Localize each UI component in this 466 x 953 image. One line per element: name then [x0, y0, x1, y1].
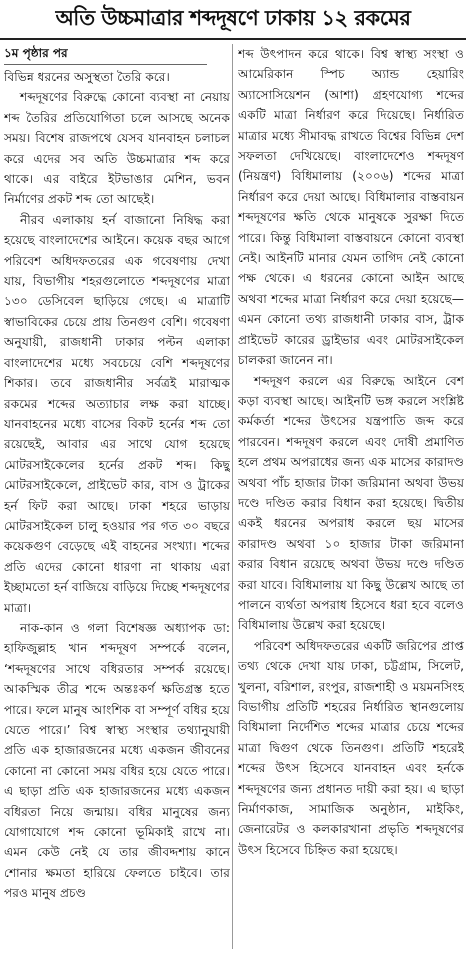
continued-from-label: ১ম পৃষ্ঠার পর [4, 46, 68, 60]
article-headline: অতি উচ্চমাত্রার শব্দদূষণে ঢাকায় ১২ রকমের [0, 0, 466, 40]
column-divider [232, 44, 233, 949]
paragraph: শব্দ উৎপাদন করে থাকে। বিশ্ব স্বাস্থ্য সংস্থা ও আমেরিকান স্পিচ অ্যান্ড হেয়ারিং অ্যাসোসিয়েশন (আশা) গ্রহণযোগ্য শব্দের একটি মাত্রা নির্ধারণ করে দিয়েছে। নির্ধারিত মাত্রার মধ্যে সীমাবদ্ধ রাখতে বিশ্বের বিভিন্ন দেশ সফলতা দেখিয়েছে। বাংলাদেশেও শব্দদূষণ (নিয়ন্ত্রণ) বিধিমালায় (২০০৬) শব্দের মাত্রা নির্ধারণ করে দেয়া আছে। বিধিমালার বাস্তবায়ন শব্দদূষণের ক্ষতি থেকে মানুষকে সুরক্ষা দিতে পারে। কিন্তু বিধিমালা বাস্তবায়নে কোনো ব্যবস্থা নেই। আইনটি মানার যেমন তাগিদ নেই কোনো পক্ষ থেকে। এ ধরনের কোনো আইন আছে অথবা শব্দের মাত্রা নির্ধারণ করে দেয়া হয়েছে— এমন কোনো তথ্য রাজধানী ঢাকার বাস, ট্রাক প্রাইভেট কারের ড্রাইভার এবং মোটরসাইকেল চালকরা জানেন না। [238, 47, 464, 368]
paragraph: শব্দদূষণ করলে এর বিরুদ্ধে আইনে বেশ কড়া ব্যবস্থা আছে। আইনটি ভঙ্গ করলে সংশ্লিষ্ট কর্মকর্তা শব্দের উৎসের যন্ত্রপাতি জব্দ করে পারবেন। শব্দদূষণ করলে এবং দোষী প্রমাণিত হলে প্রথম অপরাধের জন্য এক মাসের কারাদণ্ড অথবা পাঁচ হাজার টাকা জরিমানা অথবা উভয় দণ্ডে দণ্ডিত করার বিধান করা হয়েছে। দ্বিতীয় একই ধরনের অপরাধ করলে ছয় মাসের কারাদণ্ড অথবা ১০ হাজার টাকা জরিমানা করার বিধান রয়েছে অথবা উভয় দণ্ডে দণ্ডিত করা যাবে। বিধিমালায় যা কিছু উল্লেখ আছে তা পালনে ব্যর্থতা অপরাধ হিসেবে ধরা হবে বলেও বিধিমালায় উল্লেখ করা হয়েছে। [238, 373, 464, 633]
continued-divider [4, 64, 207, 65]
paragraph: পরিবেশ অধিদফতরের একটি জরিপের প্রাপ্ত তথ্য থেকে দেখা যায় ঢাকা, চট্টগ্রাম, সিলেট, খুলনা, বরিশাল, রংপুর, রাজশাহী ও ময়মনসিংহ বিভাগীয় প্রতিটি শহরের নির্ধারিত স্থানগুলোয় বিধিমালা নির্দেশিত শব্দের মাত্রার চেয়ে শব্দের মাত্রা দ্বিগুণ থেকে তিনগুণ। প্রতিটি শহরেই শব্দের উৎস হিসেবে যানবাহন এবং হর্নকে শব্দদূষণের জন্য প্রধানত দায়ী করা হয়। এ ছাড়া নির্মাণকাজ, সামাজিক অনুষ্ঠান, মাইকিং, জেনারেটর ও কলকারখানা প্রভৃতি শব্দদূষণের উৎস হিসেবে চিহ্নিত করা হয়েছে। [238, 638, 464, 857]
paragraph: শব্দদূষণের বিরুদ্ধে কোনো ব্যবস্থা না নেয়ায় শব্দ তৈরির প্রতিযোগিতা চলে আসছে অনেক সময়। বিশেষ রাজপথে যেসব যানবাহন চলাচল করে এদের সব অতি উচ্চমাত্রার শব্দ করে থাকে। এর বাইরে ইটভাঙার মেশিন, ভবন নির্মাণের প্রকট শব্দ তো আছেই। [4, 90, 230, 207]
article-column-left [4, 44, 230, 949]
paragraph: নীরব এলাকায় হর্ন বাজানো নিষিদ্ধ করা হয়েছে বাংলাদেশের আইনে। কয়েক বছর আগে পরিবেশ অধিদফতরের এক গবেষণায় দেখা যায়, বিভাগীয় শহরগুলোতে শব্দদূষণের মাত্রা ১৩০ ডেসিবেল ছাড়িয়ে গেছে। এ মাত্রাটি স্বাভাবিকের চেয়ে প্রায় তিনগুণ বেশি। গবেষণা অনুযায়ী, রাজধানী ঢাকার পল্টন এলাকা বাংলাদেশের মধ্যে সবচেয়ে বেশি শব্দদূষণের শিকার। তবে রাজধানীর সর্বত্রই মারাত্মক রকমের শব্দের অত্যাচার লক্ষ করা যাচ্ছে। যানবাহনের মধ্যে বাসের বিকট হর্নের শব্দ তো রয়েছেই, আবার এর সাথে যোগ হয়েছে মোটরসাইকেলের হর্নের প্রকট শব্দ। কিছু মোটরসাইকেলে, প্রাইভেট কার, বাস ও ট্রাকের হর্ন ফিট করা আছে। ঢাকা শহরে ভাড়ায় মোটরসাইকেল চালু হওয়ার পর গত ৩০ বছরে কয়েকগুণ বেড়েছে এই বাহনের সংখ্যা। শব্দের প্রতি এদের কোনো ধারণা না থাকায় এরা ইচ্ছামতো হর্ন বাজিয়ে বাড়িয়ে দিচ্ছে শব্দদূষণের মাত্রা। [4, 212, 230, 615]
article-column-right [238, 44, 464, 949]
paragraph: নাক-কান ও গলা বিশেষজ্ঞ অধ্যাপক ডা: হাফিজুল্লাহ খান শব্দদূষণ সম্পর্কে বলেন, ‘শব্দদূষণের সাথে বধিরতার সম্পর্ক রয়েছে। আকস্মিক তীব্র শব্দে অন্তঃকর্ণ ক্ষতিগ্রস্ত হতে পারে। ফলে মানুষ আংশিক বা সম্পূর্ণ বধির হয়ে যেতে পারে।’ বিশ্ব স্বাস্থ্য সংস্থার তথ্যানুযায়ী প্রতি এক হাজারজনের মধ্যে একজন জীবনের কোনো না কোনো সময় বধির হয়ে যেতে পারে। এ ছাড়া প্রতি এক হাজারজনের মধ্যে একজন বধিরতা নিয়ে জন্মায়। বধির মানুষের জন্য যোগাযোগে শব্দ কোনো ভূমিকাই রাখে না। এমন কেউ নেই যে তার জীবদ্দশায় কানে শোনার ক্ষমতা হারিয়ে ফেলতে চাইবে। তার পরও মানুষ প্রচণ্ড [4, 620, 230, 901]
paragraph: বিভিন্ন ধরনের অসুস্থতা তৈরি করে। [4, 70, 170, 84]
